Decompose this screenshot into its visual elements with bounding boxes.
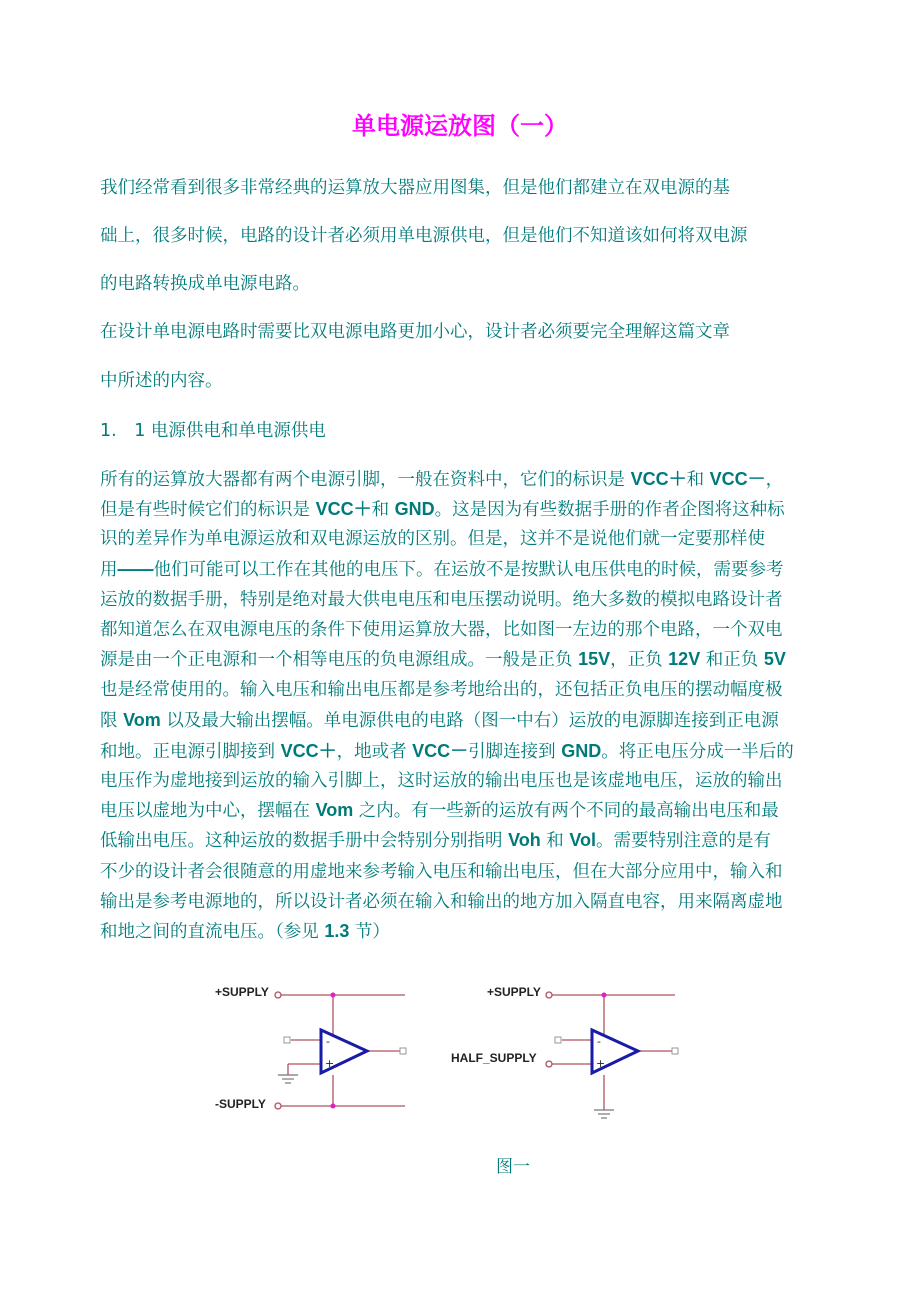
text-line bbox=[100, 737, 794, 763]
text-segment: 但是有些时候它们的标识是 bbox=[100, 500, 316, 521]
text-segment: 用 bbox=[100, 559, 118, 580]
bold-term: VCC－ bbox=[412, 740, 469, 761]
bold-term: VCC－ bbox=[709, 469, 766, 489]
text-line: 础上，很多时候，电路的设计者必须用单电源供电，但是他们不知道该如何将双电源 bbox=[100, 226, 748, 246]
text-line bbox=[100, 858, 783, 883]
text-segment: 。这是因为有些数据手册的作者企图将这种标 bbox=[434, 500, 785, 521]
text-segment: 低输出电压。这种运放的数据手册中会特别分别指明 bbox=[100, 831, 509, 852]
bold-term: Voh bbox=[508, 830, 541, 851]
bold-term: 5V bbox=[763, 649, 786, 670]
text-segment: 不少的设计者会很随意的用虚地来参考输入电压和输出电压，但在大部分应用中，输入和 bbox=[100, 861, 783, 882]
text-line bbox=[100, 827, 771, 852]
text-segment: 以及最大输出摆幅。单电源供电的电路（图一中右）运放的电源脚连接到正电源 bbox=[160, 710, 779, 731]
section-heading: 1. 1 电源供电和单电源供电 bbox=[100, 421, 326, 441]
text-segment: 和正负 bbox=[700, 650, 764, 671]
text-segment: 之内。有一些新的运放有两个不同的最高输出电压和最 bbox=[353, 801, 779, 822]
text-segment: 和地之间的直流电压。（参见 bbox=[100, 922, 325, 942]
noninverting-input-sign: + bbox=[596, 1057, 606, 1070]
text-segment: 都知道怎么在双电源电压的条件下使用运算放大器，比如图一左边的那个电路，一个双电 bbox=[100, 620, 783, 640]
bold-term: Vom bbox=[315, 800, 354, 821]
text-line: 我们经常看到很多非常经典的运算放大器应用图集，但是他们都建立在双电源的基 bbox=[100, 178, 730, 198]
bold-term: GND bbox=[394, 499, 435, 520]
text-line bbox=[100, 525, 765, 550]
text-segment: 运放的数据手册，特别是绝对最大供电电压和电压摆动说明。绝大多数的模拟电路设计者 bbox=[100, 589, 783, 610]
text-line: 中所述的内容。 bbox=[100, 371, 223, 391]
label-plus-supply-left: +SUPPLY bbox=[215, 985, 269, 999]
text-segment: 他们可能可以工作在其他的电压下。在运放不是按默认电压供电的时候，需要参考 bbox=[153, 559, 784, 580]
bold-term: 15V bbox=[578, 649, 611, 670]
text-segment: 电压以虚地为中心，摆幅在 bbox=[100, 801, 316, 822]
text-line bbox=[100, 797, 779, 822]
text-line: 的电路转换成单电源电路。 bbox=[100, 274, 310, 294]
bold-term: 1.3 bbox=[324, 921, 350, 941]
document-title: 单电源运放图（一） bbox=[352, 111, 568, 140]
text-line bbox=[100, 676, 783, 701]
text-segment: ， bbox=[765, 470, 784, 490]
text-segment: 节） bbox=[349, 922, 390, 942]
text-line bbox=[100, 556, 784, 581]
bold-term: VCC＋ bbox=[630, 469, 687, 489]
inverting-input-sign: - bbox=[597, 1035, 601, 1048]
text-segment: 。将正电压分成一半后的 bbox=[601, 741, 794, 762]
text-segment: 和地。正电源引脚接到 bbox=[100, 741, 281, 762]
text-segment: 输出是参考电源地的，所以设计者必须在输入和输出的地方加入隔直电容，用来隔离虚地 bbox=[100, 891, 783, 912]
text-segment: 识的差异作为单电源运放和双电源运放的区别。但是，这并不是说他们就一定要那样使 bbox=[100, 529, 765, 550]
label-plus-supply-right: +SUPPLY bbox=[487, 985, 541, 999]
bold-term: Vom bbox=[123, 709, 161, 730]
noninverting-input-sign: + bbox=[325, 1057, 335, 1070]
text-line bbox=[100, 707, 779, 732]
ground-icon bbox=[278, 1075, 614, 1118]
text-segment: 也是经常使用的。输入电压和输出电压都是参考地给出的，还包括正负电压的摆动幅度极 bbox=[100, 680, 783, 701]
text-segment: 电压作为虚地接到运放的输入引脚上，这时运放的输出电压也是该虚地电压，运放的输出 bbox=[100, 771, 783, 791]
opamp-circuit-figure bbox=[200, 975, 700, 1125]
label-minus-supply: -SUPPLY bbox=[215, 1097, 266, 1111]
bold-term: VCC＋ bbox=[315, 499, 372, 520]
text-segment: 所有的运算放大器都有两个电源引脚，一般在资料中，它们的标识是 bbox=[100, 470, 631, 490]
bold-term: —— bbox=[117, 558, 154, 579]
text-line bbox=[100, 767, 783, 792]
text-segment: 和 bbox=[540, 831, 570, 852]
bold-term: VCC＋ bbox=[280, 740, 337, 761]
text-line bbox=[100, 918, 390, 943]
text-line bbox=[100, 586, 783, 611]
text-segment: 和 bbox=[686, 470, 710, 490]
text-line bbox=[100, 495, 785, 521]
inverting-input-sign: - bbox=[326, 1035, 330, 1048]
text-line bbox=[100, 888, 783, 913]
bold-term: GND bbox=[561, 740, 602, 761]
text-segment: 引脚连接到 bbox=[468, 741, 562, 762]
text-segment: 限 bbox=[100, 710, 124, 731]
text-segment: 。需要特别注意的是有 bbox=[596, 831, 772, 852]
text-segment: ，地或者 bbox=[336, 741, 413, 762]
label-half-supply: HALF_SUPPLY bbox=[451, 1051, 537, 1065]
text-line: 在设计单电源电路时需要比双电源电路更加小心，设计者必须要完全理解这篇文章 bbox=[100, 322, 730, 342]
text-line bbox=[100, 646, 786, 671]
figure-caption: 图一 bbox=[496, 1157, 530, 1177]
text-segment: ，正负 bbox=[610, 650, 669, 671]
text-segment: 和 bbox=[371, 500, 395, 521]
bold-term: 12V bbox=[668, 649, 701, 670]
text-line bbox=[100, 616, 783, 641]
text-segment: 源是由一个正电源和一个相等电压的负电源组成。一般是正负 bbox=[100, 650, 579, 671]
bold-term: Vol bbox=[569, 830, 597, 851]
text-line bbox=[100, 465, 783, 491]
